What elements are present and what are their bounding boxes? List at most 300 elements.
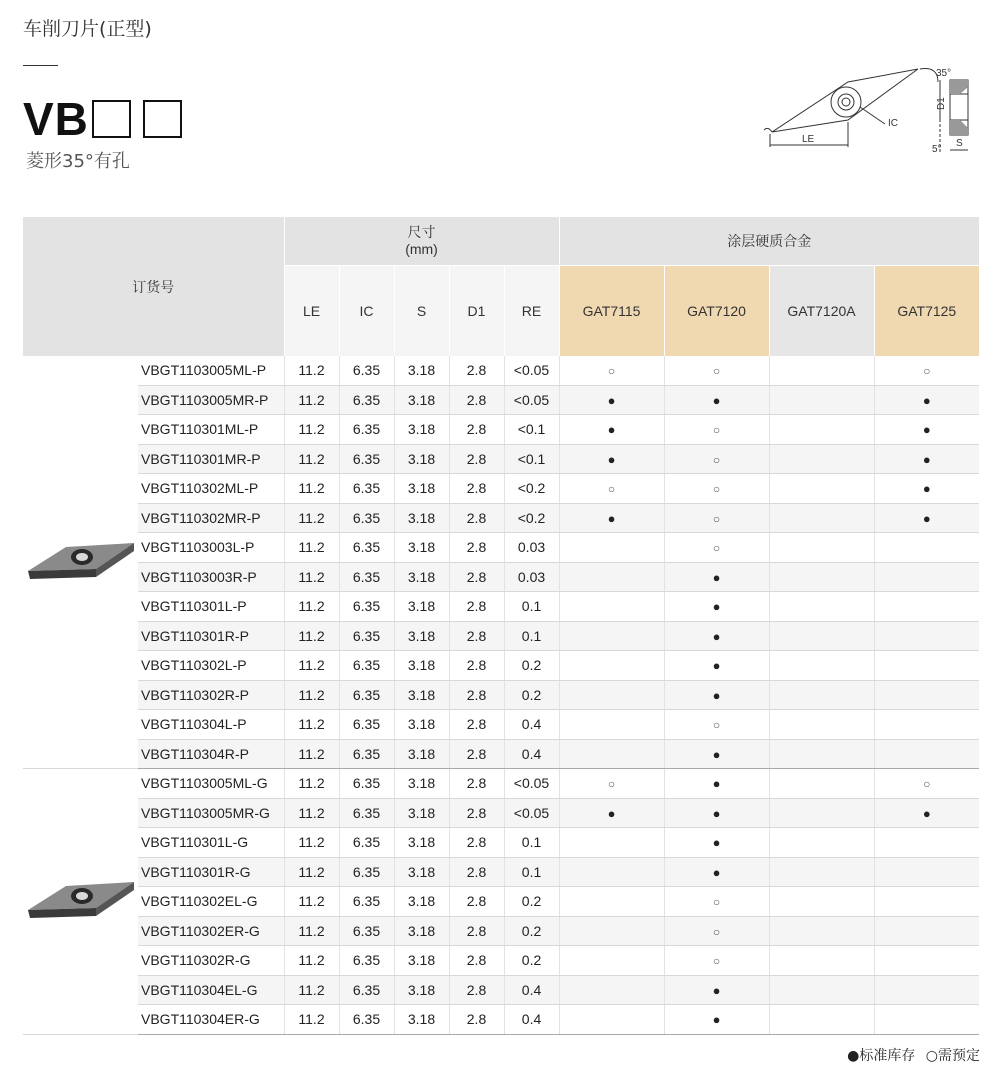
- stock-dot: ●: [712, 687, 721, 703]
- table-row: [23, 975, 979, 1005]
- availability-gat7120: [664, 533, 769, 563]
- le-label: LE: [802, 134, 815, 145]
- cell-le: 11.2: [284, 651, 339, 681]
- cell-code: VBGT110301R-G: [138, 857, 284, 887]
- cell-ic: 6.35: [339, 769, 394, 799]
- availability-gat7125: [874, 916, 979, 946]
- cell-s: 3.18: [394, 621, 449, 651]
- availability-gat7120a: [769, 651, 874, 681]
- stock-dot: ●: [712, 982, 721, 998]
- table-row: [23, 385, 979, 415]
- cell-code: VBGT1103003L-P: [138, 533, 284, 563]
- availability-gat7120: [664, 975, 769, 1005]
- stock-dot: ●: [712, 1012, 721, 1028]
- ic-label: IC: [888, 118, 898, 129]
- cell-d1: 2.8: [449, 385, 504, 415]
- availability-gat7125: [874, 1005, 979, 1035]
- cell-s: 3.18: [394, 444, 449, 474]
- cell-d1: 2.8: [449, 739, 504, 769]
- cell-ic: 6.35: [339, 415, 394, 445]
- availability-gat7125: [874, 975, 979, 1005]
- cell-le: 11.2: [284, 562, 339, 592]
- stock-dot: ●: [712, 805, 721, 821]
- cell-ic: 6.35: [339, 916, 394, 946]
- availability-gat7125: [874, 415, 979, 445]
- cell-re: 0.2: [504, 680, 559, 710]
- cell-le: 11.2: [284, 385, 339, 415]
- cell-le: 11.2: [284, 887, 339, 917]
- stock-dot: ●: [712, 628, 721, 644]
- availability-gat7125: [874, 710, 979, 740]
- d1-label: D1: [936, 97, 947, 110]
- table-row: [23, 769, 979, 799]
- cell-ic: 6.35: [339, 857, 394, 887]
- availability-gat7125: [874, 621, 979, 651]
- grade-header-gat7115: GAT7115: [559, 266, 664, 357]
- cell-s: 3.18: [394, 385, 449, 415]
- cell-ic: 6.35: [339, 887, 394, 917]
- stock-dot: ●: [922, 805, 931, 821]
- cell-d1: 2.8: [449, 651, 504, 681]
- stock-dot: ●: [712, 658, 721, 674]
- cell-le: 11.2: [284, 916, 339, 946]
- cell-s: 3.18: [394, 946, 449, 976]
- dim-header-re: RE: [504, 266, 559, 357]
- availability-gat7120: [664, 651, 769, 681]
- availability-gat7120: [664, 1005, 769, 1035]
- stock-symbol: ●: [847, 1048, 860, 1064]
- table-row: [23, 592, 979, 622]
- stock-dot: ●: [607, 451, 616, 467]
- cell-re: 0.2: [504, 916, 559, 946]
- grade-header-gat7120a: GAT7120A: [769, 266, 874, 357]
- availability-gat7125: [874, 474, 979, 504]
- cell-re: <0.1: [504, 444, 559, 474]
- cell-le: 11.2: [284, 710, 339, 740]
- insert-hole-inner: [76, 892, 88, 900]
- dim-header-s: S: [394, 266, 449, 357]
- availability-gat7120a: [769, 356, 874, 385]
- dim-header-d1: D1: [449, 266, 504, 357]
- availability-gat7120a: [769, 444, 874, 474]
- cell-re: 0.1: [504, 592, 559, 622]
- cell-d1: 2.8: [449, 769, 504, 799]
- cell-re: <0.2: [504, 474, 559, 504]
- cell-re: 0.4: [504, 975, 559, 1005]
- availability-gat7125: [874, 385, 979, 415]
- table-row: [23, 916, 979, 946]
- cell-d1: 2.8: [449, 857, 504, 887]
- insert-image-p: [23, 356, 138, 769]
- cell-ic: 6.35: [339, 621, 394, 651]
- cell-re: <0.05: [504, 385, 559, 415]
- stock-dot: ●: [712, 392, 721, 408]
- cell-code: VBGT110302MR-P: [138, 503, 284, 533]
- side-hatch-top: [950, 80, 968, 94]
- availability-gat7120a: [769, 946, 874, 976]
- cell-code: VBGT1103003R-P: [138, 562, 284, 592]
- cell-d1: 2.8: [449, 798, 504, 828]
- cell-code: VBGT110301MR-P: [138, 444, 284, 474]
- availability-gat7120: [664, 828, 769, 858]
- order-circle: ○: [712, 895, 721, 910]
- order-circle: ○: [607, 777, 616, 792]
- availability-gat7120: [664, 503, 769, 533]
- availability-gat7115: [559, 356, 664, 385]
- stock-dot: ●: [922, 422, 931, 438]
- order-circle: ○: [712, 718, 721, 733]
- cell-re: <0.2: [504, 503, 559, 533]
- stock-dot: ●: [607, 422, 616, 438]
- cell-ic: 6.35: [339, 975, 394, 1005]
- insert-illustration: [26, 531, 136, 591]
- availability-gat7120: [664, 769, 769, 799]
- order-circle: ○: [712, 511, 721, 526]
- stock-dot: ●: [712, 835, 721, 851]
- side-hatch: [950, 120, 968, 135]
- availability-gat7115: [559, 887, 664, 917]
- order-label: 需预定: [938, 1048, 980, 1064]
- dim-header-le: LE: [284, 266, 339, 357]
- table-row: [23, 710, 979, 740]
- cell-le: 11.2: [284, 356, 339, 385]
- cell-re: <0.1: [504, 415, 559, 445]
- table-row: [23, 562, 979, 592]
- cell-code: VBGT110304L-P: [138, 710, 284, 740]
- cell-d1: 2.8: [449, 592, 504, 622]
- cell-le: 11.2: [284, 415, 339, 445]
- cell-s: 3.18: [394, 503, 449, 533]
- availability-gat7125: [874, 651, 979, 681]
- table-row: [23, 1005, 979, 1035]
- shape-subtitle: 菱形35°有孔: [26, 151, 130, 172]
- cell-code: VBGT110304ER-G: [138, 1005, 284, 1035]
- table-row: [23, 946, 979, 976]
- cell-s: 3.18: [394, 887, 449, 917]
- cell-re: 0.1: [504, 828, 559, 858]
- table-row: [23, 739, 979, 769]
- stock-dot: ●: [922, 510, 931, 526]
- cell-ic: 6.35: [339, 946, 394, 976]
- cell-re: 0.4: [504, 739, 559, 769]
- cell-le: 11.2: [284, 533, 339, 563]
- table-row: [23, 680, 979, 710]
- cell-le: 11.2: [284, 946, 339, 976]
- cell-code: VBGT110302ER-G: [138, 916, 284, 946]
- series-code: VB: [23, 93, 89, 145]
- cell-re: 0.1: [504, 857, 559, 887]
- clearance-label: 5°: [932, 144, 942, 155]
- cell-s: 3.18: [394, 916, 449, 946]
- order-symbol: ○: [925, 1048, 938, 1064]
- s-label: S: [956, 138, 963, 149]
- cell-ic: 6.35: [339, 474, 394, 504]
- cell-ic: 6.35: [339, 1005, 394, 1035]
- dim-header-ic: IC: [339, 266, 394, 357]
- cell-ic: 6.35: [339, 562, 394, 592]
- cell-ic: 6.35: [339, 592, 394, 622]
- availability-gat7125: [874, 562, 979, 592]
- availability-gat7125: [874, 828, 979, 858]
- availability-gat7120: [664, 798, 769, 828]
- cell-re: <0.05: [504, 798, 559, 828]
- order-circle: ○: [712, 482, 721, 497]
- cell-s: 3.18: [394, 710, 449, 740]
- availability-gat7120a: [769, 975, 874, 1005]
- placeholder-box-2: [143, 100, 182, 138]
- product-table: [23, 217, 979, 1035]
- cell-re: 0.1: [504, 621, 559, 651]
- stock-dot: ●: [712, 569, 721, 585]
- cell-s: 3.18: [394, 474, 449, 504]
- cell-code: VBGT1103005MR-P: [138, 385, 284, 415]
- insert-hole-inner: [76, 553, 88, 561]
- cell-re: 0.4: [504, 710, 559, 740]
- stock-dot: ●: [607, 805, 616, 821]
- availability-gat7115: [559, 503, 664, 533]
- stock-dot: ●: [607, 510, 616, 526]
- cell-s: 3.18: [394, 828, 449, 858]
- cell-re: 0.03: [504, 562, 559, 592]
- availability-gat7115: [559, 946, 664, 976]
- grade-group-header: 涂层硬质合金: [559, 217, 979, 266]
- availability-gat7125: [874, 444, 979, 474]
- table-row: [23, 651, 979, 681]
- cell-le: 11.2: [284, 503, 339, 533]
- cell-d1: 2.8: [449, 356, 504, 385]
- cell-le: 11.2: [284, 769, 339, 799]
- cell-s: 3.18: [394, 769, 449, 799]
- availability-gat7120: [664, 592, 769, 622]
- cell-code: VBGT110302EL-G: [138, 887, 284, 917]
- availability-gat7125: [874, 769, 979, 799]
- cell-ic: 6.35: [339, 444, 394, 474]
- availability-gat7120a: [769, 710, 874, 740]
- cell-le: 11.2: [284, 975, 339, 1005]
- placeholder-box-1: [92, 100, 131, 138]
- table-row: [23, 503, 979, 533]
- availability-gat7120a: [769, 592, 874, 622]
- availability-gat7120: [664, 621, 769, 651]
- order-circle: ○: [712, 954, 721, 969]
- availability-gat7120a: [769, 680, 874, 710]
- cell-le: 11.2: [284, 592, 339, 622]
- cell-d1: 2.8: [449, 503, 504, 533]
- availability-gat7120a: [769, 857, 874, 887]
- cell-code: VBGT110304EL-G: [138, 975, 284, 1005]
- hole-circle: [838, 94, 854, 110]
- availability-gat7120: [664, 710, 769, 740]
- cell-ic: 6.35: [339, 680, 394, 710]
- availability-gat7120: [664, 474, 769, 504]
- availability-gat7120a: [769, 533, 874, 563]
- cell-d1: 2.8: [449, 946, 504, 976]
- availability-gat7120a: [769, 828, 874, 858]
- cell-code: VBGT110301R-P: [138, 621, 284, 651]
- stock-dot: ●: [922, 481, 931, 497]
- size-header-unit: (mm): [405, 241, 438, 257]
- cell-le: 11.2: [284, 680, 339, 710]
- cell-code: VBGT110301L-G: [138, 828, 284, 858]
- order-circle: ○: [712, 541, 721, 556]
- size-header-label: 尺寸: [407, 224, 436, 240]
- availability-gat7120: [664, 680, 769, 710]
- availability-gat7120: [664, 887, 769, 917]
- cell-d1: 2.8: [449, 887, 504, 917]
- availability-gat7115: [559, 444, 664, 474]
- availability-gat7125: [874, 946, 979, 976]
- cell-le: 11.2: [284, 828, 339, 858]
- cell-s: 3.18: [394, 651, 449, 681]
- ic-circle: [831, 87, 861, 117]
- order-circle: ○: [712, 924, 721, 939]
- cell-le: 11.2: [284, 444, 339, 474]
- cell-s: 3.18: [394, 356, 449, 385]
- cell-d1: 2.8: [449, 621, 504, 651]
- cell-re: 0.2: [504, 651, 559, 681]
- stock-dot: ●: [712, 599, 721, 615]
- availability-gat7115: [559, 828, 664, 858]
- cell-code: VBGT110301L-P: [138, 592, 284, 622]
- cell-d1: 2.8: [449, 828, 504, 858]
- cell-code: VBGT1103005ML-G: [138, 769, 284, 799]
- cell-d1: 2.8: [449, 562, 504, 592]
- availability-gat7125: [874, 739, 979, 769]
- cell-d1: 2.8: [449, 415, 504, 445]
- table-row: [23, 356, 979, 385]
- availability-gat7115: [559, 975, 664, 1005]
- order-circle: ○: [712, 423, 721, 438]
- stock-dot: ●: [712, 776, 721, 792]
- availability-gat7120a: [769, 503, 874, 533]
- cell-d1: 2.8: [449, 474, 504, 504]
- availability-gat7125: [874, 356, 979, 385]
- table-row: [23, 857, 979, 887]
- availability-gat7120: [664, 415, 769, 445]
- cell-code: VBGT110302L-P: [138, 651, 284, 681]
- grade-header-gat7120: GAT7120: [664, 266, 769, 357]
- cell-s: 3.18: [394, 562, 449, 592]
- availability-gat7115: [559, 857, 664, 887]
- category-title: 车削刀片(正型): [23, 18, 152, 40]
- title-divider: [23, 65, 58, 66]
- nose-line: [764, 128, 772, 132]
- cell-ic: 6.35: [339, 533, 394, 563]
- stock-dot: ●: [922, 392, 931, 408]
- table-row: [23, 621, 979, 651]
- availability-gat7125: [874, 857, 979, 887]
- stock-dot: ●: [922, 451, 931, 467]
- table-row: [23, 444, 979, 474]
- insert-dimension-drawing: [760, 62, 980, 162]
- availability-gat7120: [664, 916, 769, 946]
- table-row: [23, 828, 979, 858]
- availability-gat7120a: [769, 562, 874, 592]
- cell-code: VBGT110301ML-P: [138, 415, 284, 445]
- table-row: [23, 474, 979, 504]
- stock-label: 标准库存: [859, 1048, 916, 1064]
- stock-dot: ●: [607, 392, 616, 408]
- availability-gat7115: [559, 769, 664, 799]
- availability-gat7120a: [769, 739, 874, 769]
- ic-leader: [860, 107, 885, 124]
- availability-gat7115: [559, 798, 664, 828]
- availability-gat7115: [559, 533, 664, 563]
- cell-s: 3.18: [394, 680, 449, 710]
- availability-gat7115: [559, 562, 664, 592]
- cell-le: 11.2: [284, 739, 339, 769]
- stock-dot: ●: [712, 864, 721, 880]
- order-circle: ○: [607, 482, 616, 497]
- cell-s: 3.18: [394, 1005, 449, 1035]
- cell-ic: 6.35: [339, 385, 394, 415]
- cell-re: 0.03: [504, 533, 559, 563]
- availability-gat7115: [559, 680, 664, 710]
- cell-re: <0.05: [504, 356, 559, 385]
- availability-gat7120a: [769, 415, 874, 445]
- availability-gat7115: [559, 621, 664, 651]
- availability-gat7115: [559, 739, 664, 769]
- availability-gat7120a: [769, 1005, 874, 1035]
- table-row: [23, 533, 979, 563]
- cell-le: 11.2: [284, 857, 339, 887]
- cell-le: 11.2: [284, 474, 339, 504]
- order-circle: ○: [712, 364, 721, 379]
- cell-d1: 2.8: [449, 975, 504, 1005]
- legend: [847, 1045, 980, 1065]
- availability-gat7120: [664, 385, 769, 415]
- cell-d1: 2.8: [449, 444, 504, 474]
- cell-s: 3.18: [394, 592, 449, 622]
- cell-s: 3.18: [394, 739, 449, 769]
- cell-ic: 6.35: [339, 739, 394, 769]
- availability-gat7120: [664, 444, 769, 474]
- availability-gat7120a: [769, 474, 874, 504]
- cell-ic: 6.35: [339, 356, 394, 385]
- cell-s: 3.18: [394, 415, 449, 445]
- cell-code: VBGT110304R-P: [138, 739, 284, 769]
- cell-s: 3.18: [394, 533, 449, 563]
- cell-d1: 2.8: [449, 916, 504, 946]
- order-circle: ○: [712, 452, 721, 467]
- availability-gat7120a: [769, 798, 874, 828]
- cell-le: 11.2: [284, 798, 339, 828]
- cell-re: <0.05: [504, 769, 559, 799]
- availability-gat7115: [559, 385, 664, 415]
- table-row: [23, 798, 979, 828]
- cell-le: 11.2: [284, 1005, 339, 1035]
- availability-gat7125: [874, 503, 979, 533]
- insert-image-g: [23, 769, 138, 1035]
- cell-re: 0.2: [504, 946, 559, 976]
- availability-gat7120a: [769, 769, 874, 799]
- cell-code: VBGT1103005MR-G: [138, 798, 284, 828]
- cell-code: VBGT110302R-P: [138, 680, 284, 710]
- availability-gat7120: [664, 857, 769, 887]
- cell-ic: 6.35: [339, 828, 394, 858]
- availability-gat7115: [559, 415, 664, 445]
- cell-d1: 2.8: [449, 1005, 504, 1035]
- cell-d1: 2.8: [449, 533, 504, 563]
- order-number-header: 订货号: [23, 217, 284, 356]
- cell-s: 3.18: [394, 857, 449, 887]
- availability-gat7115: [559, 710, 664, 740]
- availability-gat7115: [559, 916, 664, 946]
- size-header: [284, 217, 559, 266]
- cell-s: 3.18: [394, 798, 449, 828]
- availability-gat7125: [874, 533, 979, 563]
- cell-ic: 6.35: [339, 798, 394, 828]
